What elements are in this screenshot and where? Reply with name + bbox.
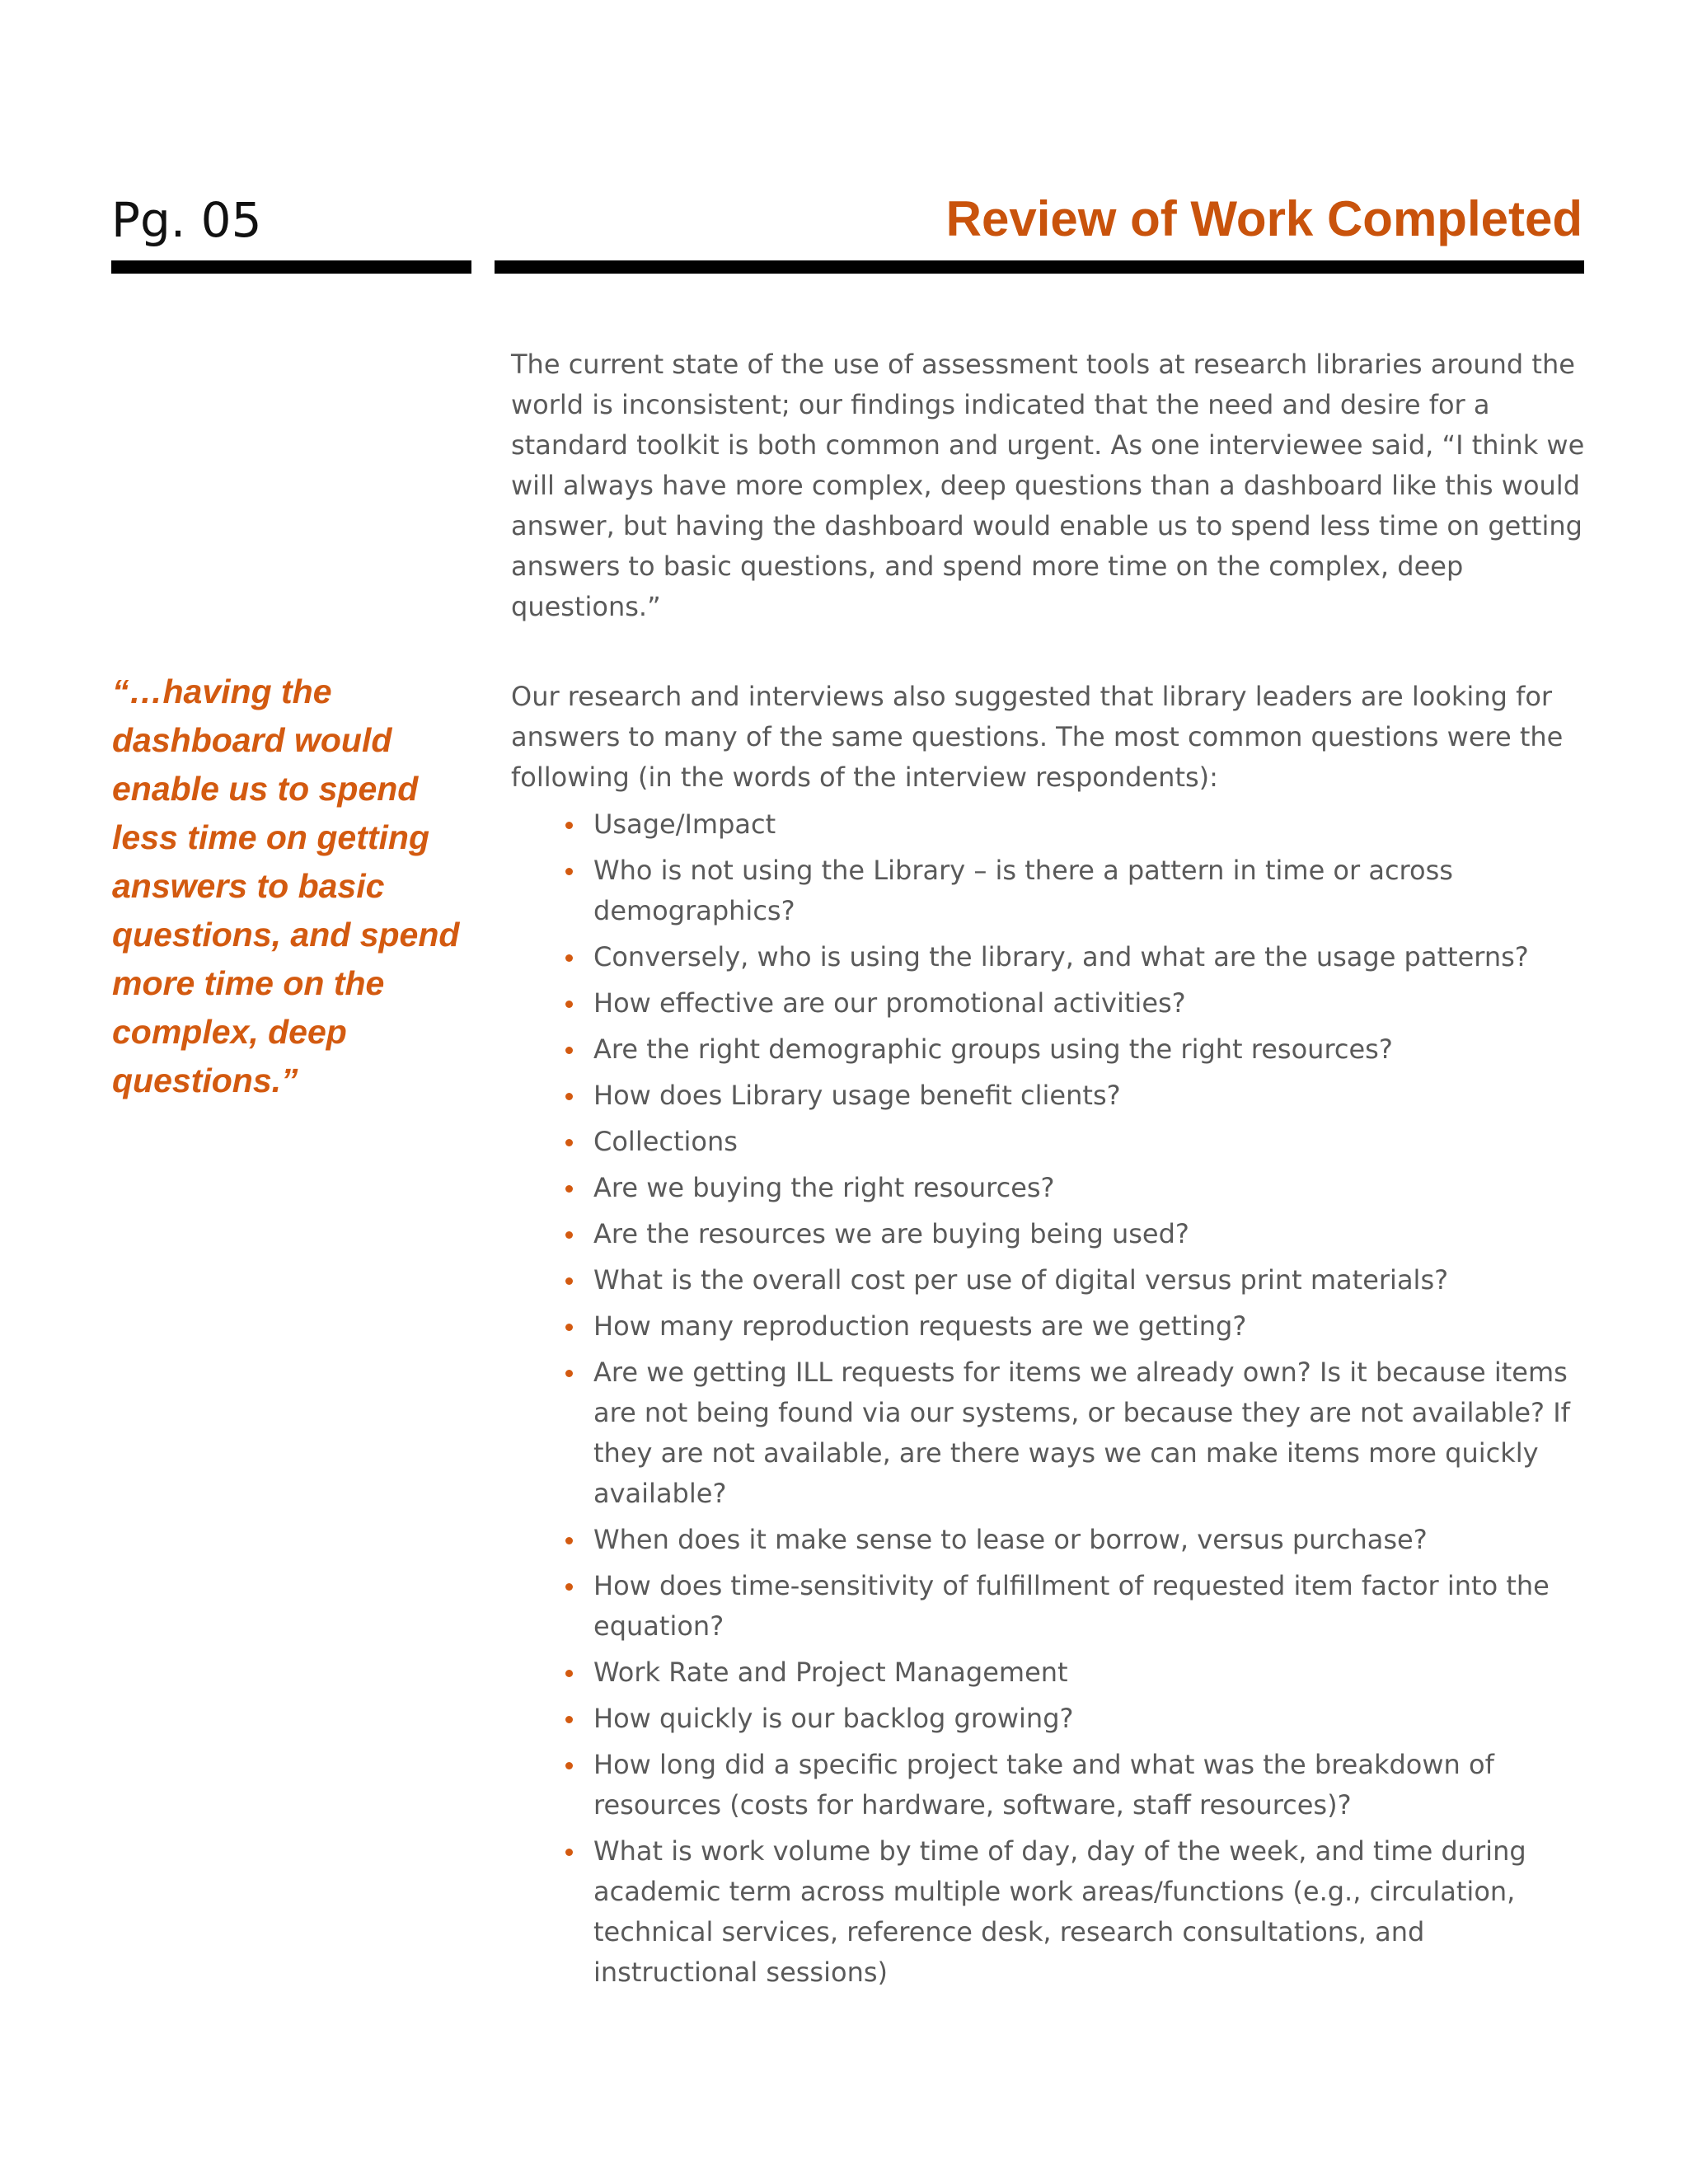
bullet-icon (565, 1370, 573, 1377)
intro-paragraph: The current state of the use of assessment tools at research libraries around the world is inconsistent; our findings indicated that the need and desire for a standard toolkit is both common and urgent. As one interviewee said, “I think we will always have more complex, deep questions than a dashboard like this would answer, but having the dashboard would enable us to spend less time on getting answers to basic questions, and spend more time on the complex, deep questions.” (511, 349, 1585, 622)
list-item (593, 983, 1587, 1024)
header-rule-left (111, 260, 471, 274)
page-title: Review of Work Completed (945, 191, 1582, 246)
list-item (593, 1306, 1587, 1347)
list-item-text: Work Rate and Project Management (593, 1657, 1068, 1688)
questions-intro-paragraph: Our research and interviews also suggested that library leaders are looking for answers to many of the same questions. The most common questions were the following (in the words of the interview respondents): (511, 681, 1564, 793)
list-item-text: Who is not using the Library – is there a pattern in time or across demographics? (593, 855, 1453, 926)
list-item (593, 1214, 1587, 1254)
list-item-text: How does Library usage benefit clients? (593, 1080, 1121, 1111)
list-item-text: How many reproduction requests are we getting? (593, 1310, 1247, 1342)
list-item (593, 851, 1587, 931)
list-item (593, 1122, 1587, 1162)
bullet-icon (565, 1716, 573, 1723)
bullet-icon (565, 1670, 573, 1677)
list-item (593, 1076, 1587, 1116)
bullet-icon (565, 1849, 573, 1856)
list-item (593, 1029, 1587, 1070)
list-item (593, 1520, 1587, 1560)
bullet-icon (565, 954, 573, 962)
bullet-icon (565, 1047, 573, 1054)
list-item-text: When does it make sense to lease or borrow, versus purchase? (593, 1524, 1428, 1555)
questions-list (511, 804, 1587, 1993)
bullet-icon (565, 1139, 573, 1146)
list-item (593, 1745, 1587, 1825)
list-item-text: Are we getting ILL requests for items we already own? Is it because items are not being found via our systems, or because they are not available? If they are not available, are there ways we can make items more quickly available? (593, 1357, 1570, 1509)
list-item-text: Conversely, who is using the library, and what are the usage patterns? (593, 941, 1529, 972)
list-item (593, 1699, 1587, 1739)
list-item-text: Are the right demographic groups using the right resources? (593, 1033, 1393, 1065)
bullet-icon (565, 1185, 573, 1193)
list-item-text: Are we buying the right resources? (593, 1172, 1055, 1203)
list-item (593, 1652, 1587, 1693)
list-item (593, 804, 1587, 845)
list-item-text: How effective are our promotional activities? (593, 987, 1186, 1019)
page-number: Pg. 05 (111, 192, 262, 248)
bullet-icon (565, 1001, 573, 1008)
body-column (511, 344, 1587, 1999)
list-item (593, 1352, 1587, 1514)
list-item (593, 1831, 1587, 1993)
bullet-icon (565, 1537, 573, 1544)
list-item-text: Collections (593, 1126, 738, 1157)
header-rule-right (495, 260, 1584, 274)
bullet-icon (565, 1277, 573, 1285)
list-item-text: How quickly is our backlog growing? (593, 1703, 1074, 1734)
pull-quote: “…having the dashboard would enable us to spend less time on getting answers to basic questions, and spend more time on the complex, deep questions.” (112, 673, 460, 1099)
list-item-text: How long did a specific project take and what was the breakdown of resources (costs for hardware, software, staff resources)? (593, 1749, 1494, 1821)
bullet-icon (565, 1762, 573, 1769)
bullet-icon (565, 868, 573, 875)
list-item (593, 1566, 1587, 1647)
list-item (593, 1168, 1587, 1208)
bullet-icon (565, 1093, 573, 1100)
list-item-text: Usage/Impact (593, 808, 776, 840)
bullet-icon (565, 1583, 573, 1591)
list-item (593, 937, 1587, 977)
list-item-text: How does time-sensitivity of fulfillment of requested item factor into the equation? (593, 1570, 1550, 1642)
list-item-text: What is the overall cost per use of digital versus print materials? (593, 1264, 1449, 1296)
bullet-icon (565, 822, 573, 829)
list-item (593, 1260, 1587, 1301)
bullet-icon (565, 1231, 573, 1239)
list-item-text: Are the resources we are buying being used? (593, 1218, 1189, 1249)
bullet-icon (565, 1324, 573, 1331)
list-item-text: What is work volume by time of day, day of the week, and time during academic term across multiple work areas/functions (e.g., circulation, technical services, reference desk, research consultations, and instructional sessions) (593, 1835, 1526, 1988)
